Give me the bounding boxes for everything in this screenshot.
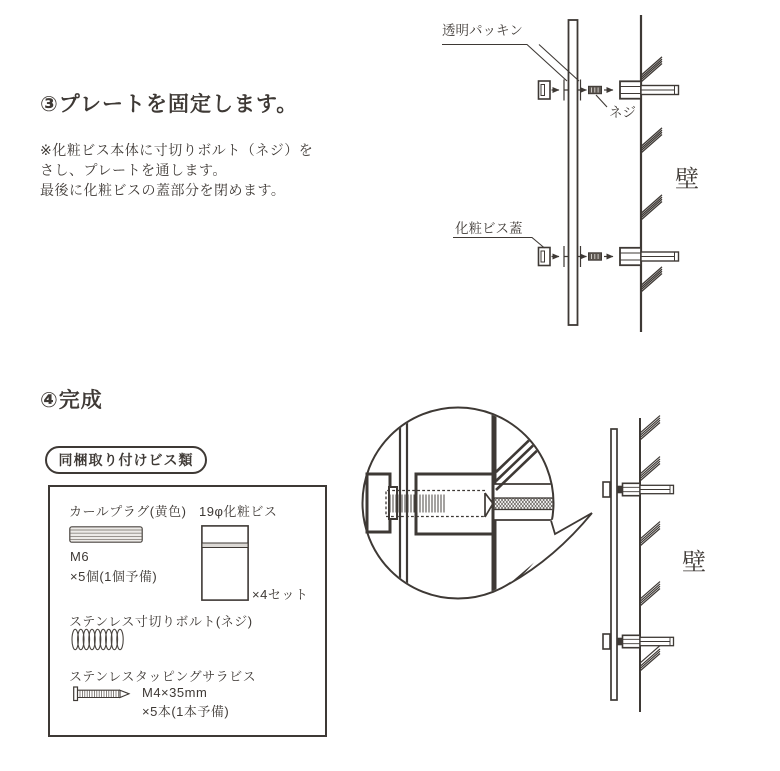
threaded-screw-icon xyxy=(589,86,602,93)
threaded-bolt-icon xyxy=(70,628,128,651)
step3-note-line3: 最後に化粧ビスの蓋部分を閉めます。 xyxy=(40,182,286,198)
screw-body-icon xyxy=(620,81,641,98)
curl-plug-icon xyxy=(69,526,143,543)
cap-leader-line xyxy=(453,238,545,249)
part-spec-m6: M6 xyxy=(70,549,90,564)
packing-label: 透明パッキン xyxy=(442,23,523,38)
screw-body-magnified xyxy=(416,474,493,534)
screw-leader-line xyxy=(596,95,607,107)
included-parts-title: 同梱取り付けビス類 xyxy=(45,446,207,474)
cap-label: 化粧ビス蓋 xyxy=(455,221,523,236)
step3-diagram xyxy=(420,5,780,345)
step3-heading: ③プレートを固定します。 xyxy=(40,93,299,116)
body-fixed xyxy=(623,483,641,495)
part-spec-m4: M4×35mm xyxy=(142,685,208,700)
cap-fixed xyxy=(603,482,610,497)
part-name-tapping-screw: ステンレスタッピングサラビス xyxy=(69,669,257,684)
decorative-screw-icon xyxy=(201,525,249,601)
packing-leader-line xyxy=(442,45,579,82)
wall-label: 壁 xyxy=(682,549,706,576)
part-spec-qty-deco: ×4セット xyxy=(252,587,309,602)
step3-note-line2: さし、プレートを通します。 xyxy=(40,162,227,178)
wall-hatch-marks xyxy=(640,416,660,671)
plate-fixed xyxy=(611,429,617,700)
plate xyxy=(569,20,578,325)
part-name-curl-plug: カールプラグ(黄色) xyxy=(69,504,187,519)
wall-screw-bar xyxy=(641,86,679,95)
step3-note-line1: ※化粧ビス本体に寸切りボルト（ネジ）を xyxy=(40,142,314,158)
screw-label: ネジ xyxy=(609,105,636,120)
included-parts-box xyxy=(48,485,327,737)
step4-diagram xyxy=(350,390,780,771)
screw-body-icon xyxy=(620,248,641,265)
step4-heading: ④完成 xyxy=(40,389,103,412)
step3-note xyxy=(40,140,313,200)
finished-wall-view xyxy=(603,416,706,712)
assembly-row-top xyxy=(539,80,679,101)
part-name-threaded-bolt: ステンレス寸切りボルト(ネジ) xyxy=(69,614,253,629)
wall-screw-bar xyxy=(641,252,679,261)
assembly-row-bottom xyxy=(539,246,679,267)
part-spec-qty-tap: ×5本(1本予備) xyxy=(142,704,230,719)
threaded-rod-magnified xyxy=(494,498,558,510)
body-fixed xyxy=(623,635,641,647)
wall-label: 壁 xyxy=(675,166,699,193)
part-name-deco-screw: 19φ化粧ビス xyxy=(199,504,278,519)
tapping-screw-icon xyxy=(73,685,131,703)
part-spec-qty-plug: ×5個(1個予備) xyxy=(70,569,158,584)
threaded-screw-icon xyxy=(589,253,602,260)
cap-fixed xyxy=(603,634,610,649)
